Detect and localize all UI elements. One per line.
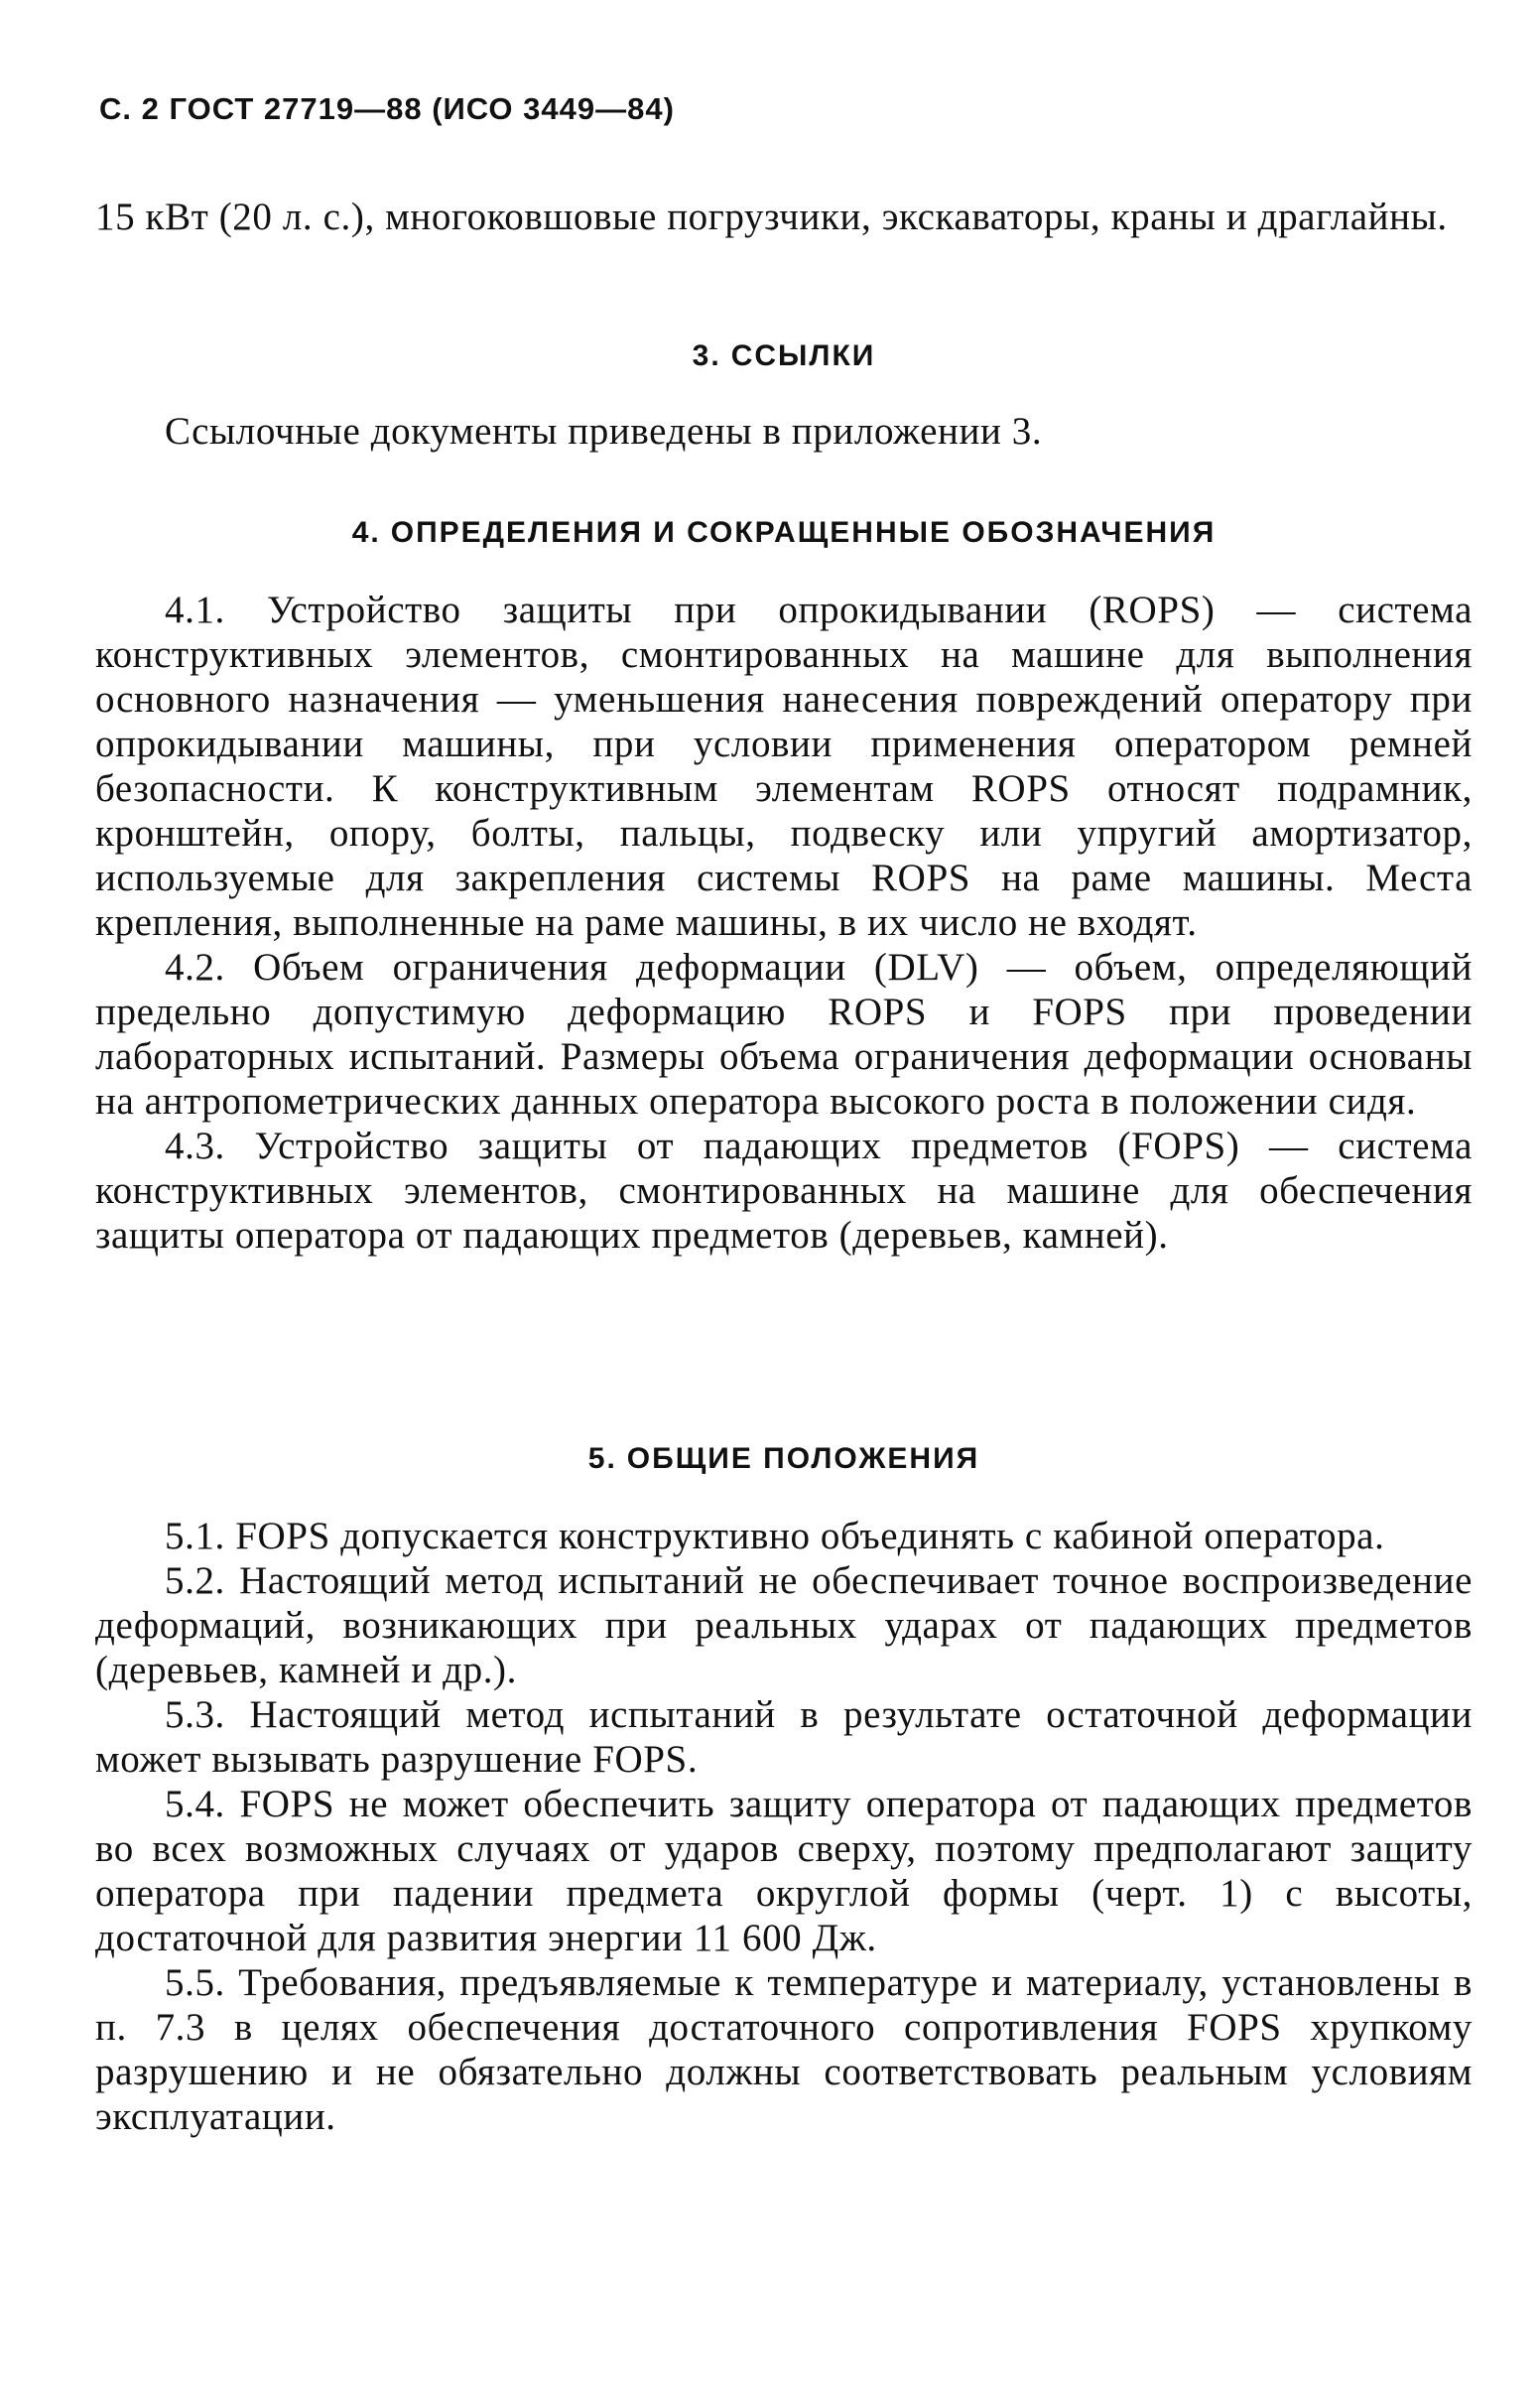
section-3-heading — [95, 339, 1473, 373]
section-5-heading — [95, 1442, 1473, 1476]
section-number: 4. — [351, 516, 381, 549]
paragraph: Ссылочные документы приведены в приложении 3. — [165, 410, 1043, 453]
section-5-body — [95, 1514, 1473, 2139]
paragraph-4-3: 4.3. Устройство защиты от падающих предметов (FOPS) — система конструктивных элементов, смонтированных на машине для обеспечения защиты оператора от падающих предметов (деревьев, камней). — [95, 1125, 1473, 1257]
continuation-block — [95, 195, 1473, 239]
section-number: 3. — [692, 339, 721, 372]
paragraph-5-5: 5.5. Требования, предъявляемые к температуре и материалу, установлены в п. 7.3 в целях обеспечения достаточного сопротивления FOPS хрупкому разрушению и не обязательно должны соответствовать реальным условиям эксплуатации. — [95, 1961, 1473, 2138]
paragraph-4-1: 4.1. Устройство защиты при опрокидывании (ROPS) — система конструктивных элементов, смонтированных на машине для выполнения основного назначения — уменьшения нанесения повреждений оператору при опрокидывании машины, при условии применения оператором ремней безопасности. К конструктивным элементам ROPS относят подрамник, кронштейн, опору, болты, пальцы, подвеску или упругий амортизатор, используемые для закрепления системы ROPS на раме машины. Места крепления, выполненные на раме машины, в их число не входят. — [95, 589, 1473, 944]
paragraph-5-3: 5.3. Настоящий метод испытаний в результате остаточной деформации может вызывать разрушение FOPS. — [95, 1693, 1473, 1781]
running-head: С. 2 ГОСТ 27719—88 (ИСО 3449—84) — [99, 91, 675, 126]
section-title: ОБЩИЕ ПОЛОЖЕНИЯ — [626, 1442, 980, 1475]
section-number: 5. — [587, 1442, 617, 1475]
paragraph-5-4: 5.4. FOPS не может обеспечить защиту оператора от падающих предметов во всех возможных случаях от ударов сверху, поэтому предполагают защиту оператора при падении предмета округлой формы (черт. 1) с высоты, достаточной для развития энергии 11 600 Дж. — [95, 1783, 1473, 1959]
paragraph-5-2: 5.2. Настоящий метод испытаний не обеспечивает точное воспроизведение деформаций, возникающих при реальных ударах от падающих предметов (деревьев, камней и др.). — [95, 1559, 1473, 1691]
section-3-body — [95, 409, 1473, 454]
section-4-heading — [95, 516, 1473, 550]
section-title: ОПРЕДЕЛЕНИЯ И СОКРАЩЕННЫЕ ОБОЗНАЧЕНИЯ — [390, 516, 1217, 549]
paragraph-5-1: 5.1. FOPS допускается конструктивно объединять с кабиной оператора. — [165, 1515, 1385, 1557]
section-title: ССЫЛКИ — [730, 339, 876, 372]
section-4-body — [95, 588, 1473, 1258]
paragraph-4-2: 4.2. Объем ограничения деформации (DLV) — объем, определяющий предельно допустимую деформацию ROPS и FOPS при проведении лабораторных испытаний. Размеры объема ограничения деформации основаны на антропометрических данных оператора высокого роста в положении сидя. — [95, 946, 1473, 1123]
continuation-paragraph: 15 кВт (20 л. с.), многоковшовые погрузчики, экскаваторы, краны и драглайны. — [95, 196, 1448, 238]
